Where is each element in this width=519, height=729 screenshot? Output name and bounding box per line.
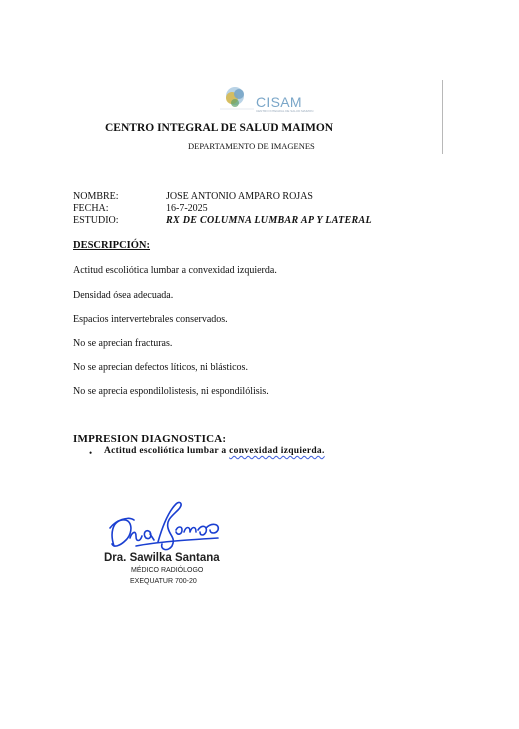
description-line: Espacios intervertebrales conservados. [73, 314, 228, 325]
signer-exequatur: EXEQUATUR 700-20 [130, 578, 197, 585]
signer-name: Dra. Sawilka Santana [104, 552, 220, 564]
description-line: No se aprecian defectos líticos, ni blásticos. [73, 362, 248, 373]
description-line: No se aprecia espondilolistesis, ni espondilólisis. [73, 386, 269, 397]
description-line: Densidad ósea adecuada. [73, 290, 174, 301]
logo-subtitle: CENTRO INTEGRAL DE SALUD MAIMON [256, 109, 314, 113]
impression-item-underlined: convexidad izquierda. [229, 446, 325, 456]
date-value: 16-7-2025 [166, 203, 208, 214]
handwritten-signature [106, 498, 226, 558]
department-name: DEPARTAMENTO DE IMAGENES [188, 141, 315, 151]
margin-divider [442, 80, 443, 154]
logo-text: CISAM [256, 94, 302, 110]
name-label: NOMBRE: [73, 191, 119, 202]
signer-title: MÉDICO RADIÓLOGO [131, 567, 204, 574]
description-line: No se aprecian fracturas. [73, 338, 173, 349]
date-label: FECHA: [73, 203, 109, 214]
impression-heading: IMPRESION DIAGNOSTICA: [73, 433, 227, 445]
description-line: Actitud escoliótica lumbar a convexidad izquierda. [73, 265, 277, 276]
impression-item-text: Actitud escoliótica lumbar a [104, 446, 230, 456]
name-value: JOSE ANTONIO AMPARO ROJAS [166, 191, 313, 202]
impression-item [104, 446, 325, 456]
bullet-marker: • [89, 448, 93, 458]
description-heading: DESCRIPCIÓN: [73, 240, 151, 251]
study-value: RX DE COLUMNA LUMBAR AP Y LATERAL [166, 215, 372, 226]
study-label: ESTUDIO: [73, 215, 119, 226]
organization-name: CENTRO INTEGRAL DE SALUD MAIMON [105, 122, 334, 134]
